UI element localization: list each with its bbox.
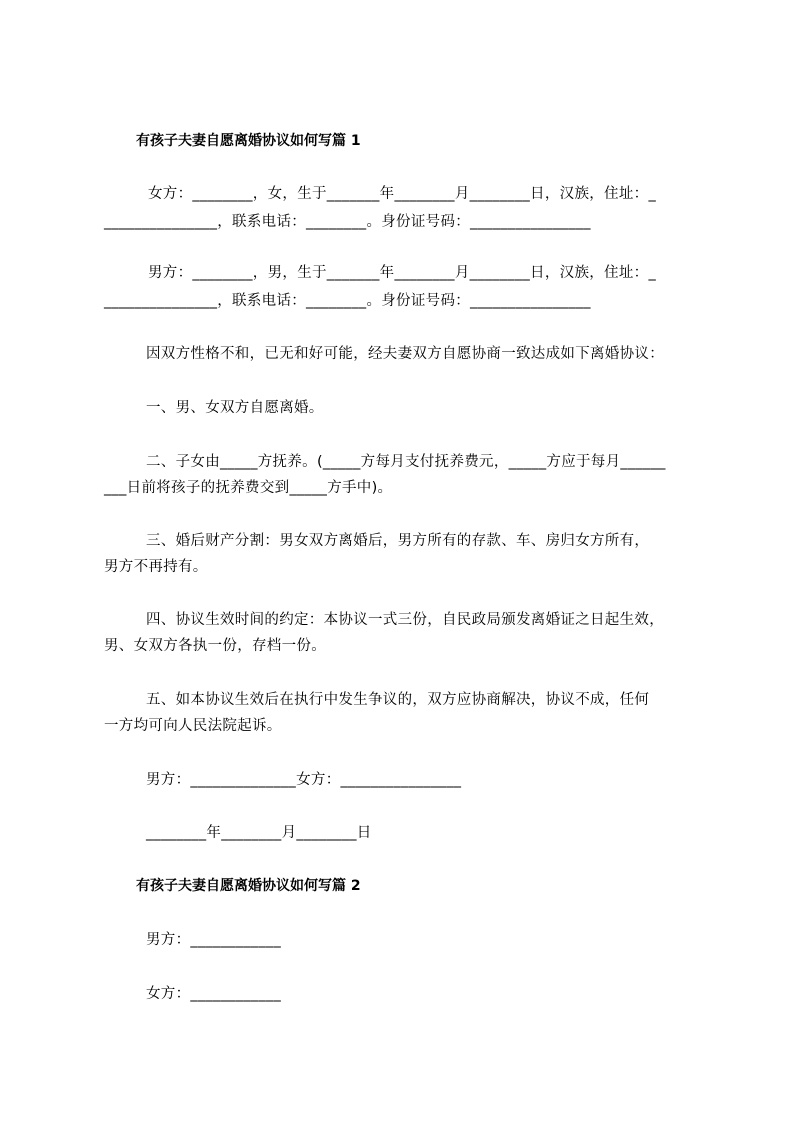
male-info-line-2: _______________，联系电话：________。身份证号码：________________: [104, 293, 591, 309]
agreement-intro: 因双方性格不和，已无和好可能，经夫妻双方自愿协商一致达成如下离婚协议：: [146, 346, 664, 362]
clause-4-line-2: 男、女双方各执一份，存档一份。: [104, 638, 326, 654]
clause-5-line-2: 一方均可向人民法院起诉。: [104, 718, 282, 734]
section-1-title: 有孩子夫妻自愿离婚协议如何写篇 1: [136, 133, 361, 149]
clause-2-line-1: 二、子女由_____方抚养。(_____方每月支付抚养费元，_____方应于每月______: [146, 454, 666, 470]
female-info-line-2: _______________，联系电话：________。身份证号码：________________: [104, 214, 591, 230]
female-info-line-1: 女方：________，女，生于_______年________月________日，汉族，住址：_: [148, 186, 656, 202]
section-2-female-line: 女方：____________: [146, 986, 281, 1002]
clause-3-line-1: 三、婚后财产分割：男女双方离婚后，男方所有的存款、车、房归女方所有，: [146, 533, 650, 549]
male-info-line-1: 男方：________，男，生于_______年________月________日，汉族，住址：_: [148, 265, 656, 281]
clause-2-line-2: ___日前将孩子的抚养费交到_____方手中)。: [104, 480, 393, 496]
section-2-title: 有孩子夫妻自愿离婚协议如何写篇 2: [136, 878, 361, 894]
clause-4-line-1: 四、协议生效时间的约定：本协议一式三份，自民政局颁发离婚证之日起生效，: [146, 612, 664, 628]
section-2-male-line: 男方：____________: [146, 932, 281, 948]
date-line: ________年________月________日: [146, 825, 372, 841]
clause-1: 一、男、女双方自愿离婚。: [146, 400, 324, 416]
clause-3-line-2: 男方不再持有。: [104, 559, 208, 575]
clause-5-line-1: 五、如本协议生效后在执行中发生争议的，双方应协商解决，协议不成，任何: [146, 692, 650, 708]
signature-line: 男方：______________女方：________________: [146, 772, 462, 788]
